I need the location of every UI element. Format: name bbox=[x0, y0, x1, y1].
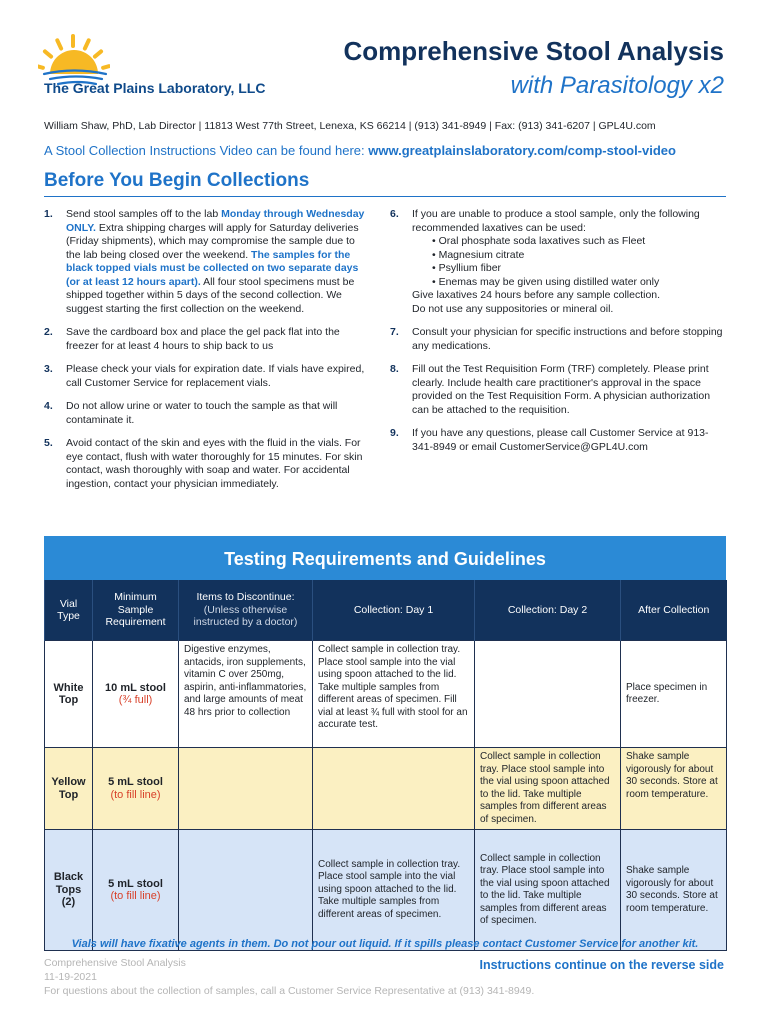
instruction-item bbox=[44, 208, 370, 316]
instruction-fragment: Save the cardboard box and place the gel pack flat into the freezer for at least 4 hours to ship back to us bbox=[66, 326, 340, 352]
requirement-cell bbox=[93, 641, 179, 748]
day1-cell bbox=[313, 748, 475, 830]
sun-logo-icon bbox=[38, 34, 110, 86]
section-title: Before You Begin Collections bbox=[44, 170, 310, 191]
footer-doc-name: Comprehensive Stool Analysis bbox=[44, 957, 186, 969]
instructions-left-column bbox=[44, 208, 370, 501]
instruction-list bbox=[390, 326, 726, 454]
contact-line: William Shaw, PhD, Lab Director | 11813 West 77th Street, Lenexa, KS 66214 | (913) 341-8949 | Fax: (913) 341-6207 | GPL4U.com bbox=[44, 120, 656, 132]
instruction-fragment: Avoid contact of the skin and eyes with the fluid in the vials. For eye contact, flush with water thoroughly for 15 minutes. For skin contact, wash thoroughly with soap and water. For accidental ingestion, contact your physician immediately. bbox=[66, 437, 363, 490]
video-instructions-line bbox=[44, 143, 676, 158]
col-min-requirement: Minimum Sample Requirement bbox=[93, 580, 179, 641]
footer-date: 11-19-2021 bbox=[44, 971, 97, 983]
section-divider bbox=[44, 196, 726, 197]
instruction-number: 9. bbox=[390, 427, 399, 439]
footer-questions: For questions about the collection of samples, call a Customer Service Representative at (913) 341-8949. bbox=[44, 985, 535, 997]
instruction-number: 7. bbox=[390, 326, 399, 338]
instruction-number: 3. bbox=[44, 363, 53, 375]
instruction-fragment: Send stool samples off to the lab bbox=[66, 208, 222, 220]
laxative-item: • Magnesium citrate bbox=[432, 248, 525, 261]
instruction-text bbox=[66, 208, 370, 316]
laxative-item: • Psyllium fiber bbox=[432, 262, 502, 274]
after-cell: Place specimen in freezer. bbox=[621, 641, 727, 748]
requirement-note: (to fill line) bbox=[110, 788, 161, 801]
laxative-item: • Enemas may be given using distilled water only bbox=[432, 275, 660, 288]
discontinue-cell bbox=[179, 748, 313, 830]
vial-type-cell: Black Tops (2) bbox=[45, 830, 93, 951]
continue-reverse-note: Instructions continue on the reverse side bbox=[479, 958, 724, 972]
requirement-note: (¾ full) bbox=[118, 694, 153, 706]
discontinue-subheading: (Unless otherwise instructed by a doctor) bbox=[193, 603, 298, 629]
day1-cell: Collect sample in collection tray. Place stool sample into the vial using spoon attached to the lid. Take multiple samples from different areas of specimen. bbox=[313, 830, 475, 951]
discontinue-heading: Items to Discontinue: bbox=[196, 591, 295, 604]
instruction-number: 2. bbox=[44, 326, 53, 338]
instruction-item bbox=[44, 437, 370, 491]
instruction-number: 4. bbox=[44, 400, 53, 412]
fixative-warning: Vials will have fixative agents in them. Do not pour out liquid. If it spills please contact Customer Service for another kit. bbox=[71, 938, 699, 950]
instruction-text: Fill out the Test Requisition Form (TRF) completely. Please print clearly. Include health care practitioner's approval in the space provided on the Test Requisition Form. A physician authorization can be attached to the requisition. bbox=[412, 363, 711, 416]
after-cell: Shake sample vigorously for about 30 seconds. Store at room temperature. bbox=[621, 830, 727, 951]
requirements-grid bbox=[44, 580, 727, 951]
document-subtitle: with Parasitology x2 bbox=[510, 72, 724, 99]
instruction-highlight: Monday through Wednesday ONLY. bbox=[66, 208, 365, 234]
instruction-fragment: Extra shipping charges will apply for Saturday deliveries (Friday shipments), which may compromise the sample due to the lab being closed over the weekend. bbox=[66, 221, 359, 261]
day2-cell: Collect sample in collection tray. Place stool sample into the vial using spoon attached to the lid. Take multiple samples from different areas of specimen. bbox=[475, 830, 621, 951]
requirement-amount: 10 mL stool bbox=[105, 681, 166, 694]
instruction-number: 1. bbox=[44, 208, 53, 220]
video-prefix: A Stool Collection Instructions Video can be found here: bbox=[44, 143, 369, 158]
instruction-item bbox=[390, 326, 726, 353]
discontinue-cell bbox=[179, 830, 313, 951]
instruction-text bbox=[412, 208, 726, 316]
instruction-item bbox=[390, 363, 726, 417]
instruction-item bbox=[390, 427, 726, 454]
instruction-text bbox=[66, 363, 370, 390]
instruction-text bbox=[66, 400, 370, 427]
testing-requirements-table bbox=[44, 536, 726, 932]
instruction-text: If you have any questions, please call Customer Service at 913-341-8949 or email CustomerService@GPL4U.com bbox=[412, 427, 709, 453]
instruction-item bbox=[390, 208, 726, 316]
vial-type-cell: White Top bbox=[45, 641, 93, 748]
lab-name: The Great Plains Laboratory, LLC bbox=[44, 80, 266, 96]
after-cell: Shake sample vigorously for about 30 seconds. Store at room temperature. bbox=[621, 748, 727, 830]
requirement-cell bbox=[93, 748, 179, 830]
requirement-amount: 5 mL stool bbox=[108, 776, 163, 788]
instructions-right-column bbox=[390, 208, 726, 464]
col-discontinue bbox=[179, 580, 313, 641]
instruction-fragment: All four stool specimens must be shipped together within 5 days of the second collection. We suggest starting the first collection on the weekend. bbox=[66, 275, 355, 315]
day1-cell: Collect sample in collection tray. Place stool sample into the vial using spoon attached to the lid. Take multiple samples from different areas of specimen. Fill vial at least ¾ full with stool for an accurate test. bbox=[313, 641, 475, 748]
instruction-fragment: Please check your vials for expiration date. If vials have expired, call Customer Service for replacement vials. bbox=[66, 363, 365, 389]
table-row-white-top bbox=[45, 641, 727, 748]
instruction-item bbox=[44, 400, 370, 427]
instruction-number: 6. bbox=[390, 208, 399, 220]
instruction-fragment: Do not allow urine or water to touch the sample as that will contaminate it. bbox=[66, 400, 338, 426]
document-title: Comprehensive Stool Analysis bbox=[343, 36, 724, 66]
day2-cell bbox=[475, 641, 621, 748]
vial-type-cell: Yellow Top bbox=[45, 748, 93, 830]
requirement-amount: 5 mL stool bbox=[108, 877, 163, 890]
instruction-item bbox=[44, 326, 370, 353]
instruction-text bbox=[66, 326, 370, 353]
col-day2: Collection: Day 2 bbox=[475, 580, 621, 641]
instruction-number: 8. bbox=[390, 363, 399, 375]
video-link[interactable]: www.greatplainslaboratory.com/comp-stool-video bbox=[368, 143, 676, 158]
footer-info bbox=[44, 956, 534, 998]
requirement-cell bbox=[93, 830, 179, 951]
laxative-timing-note: Give laxatives 24 hours before any sample collection. bbox=[412, 289, 661, 301]
table-header-row bbox=[45, 580, 727, 641]
instruction-text bbox=[66, 437, 370, 491]
instruction-item bbox=[44, 363, 370, 390]
table-row-black-tops bbox=[45, 830, 727, 951]
laxative-intro: If you are unable to produce a stool sample, only the following recommended laxatives can be used: bbox=[412, 208, 700, 234]
requirement-note: (to fill line) bbox=[110, 890, 161, 902]
laxative-item: • Oral phosphate soda laxatives such as Fleet bbox=[432, 235, 646, 247]
instruction-text: Consult your physician for specific instructions and before stopping any medications. bbox=[412, 326, 723, 352]
table-row-yellow-top bbox=[45, 748, 727, 830]
col-after: After Collection bbox=[621, 580, 727, 641]
col-vial-type: Vial Type bbox=[45, 580, 93, 641]
instruction-number: 5. bbox=[44, 437, 53, 449]
instruction-highlight: The samples for the black topped vials must be collected on two separate days (or at least 12 hours apart). bbox=[66, 248, 359, 288]
col-day1: Collection: Day 1 bbox=[313, 580, 475, 641]
table-title: Testing Requirements and Guidelines bbox=[44, 536, 726, 580]
day2-cell: Collect sample in collection tray. Place stool sample into the vial using spoon attached to the lid. Take multiple samples from different areas of specimen. bbox=[475, 748, 621, 830]
discontinue-cell: Digestive enzymes, antacids, iron supplements, vitamin C over 250mg, aspirin, anti-inflammatories, and large amounts of meat 48 hrs prior to collection bbox=[179, 641, 313, 748]
laxative-warning-note: Do not use any suppositories or mineral oil. bbox=[412, 302, 614, 315]
